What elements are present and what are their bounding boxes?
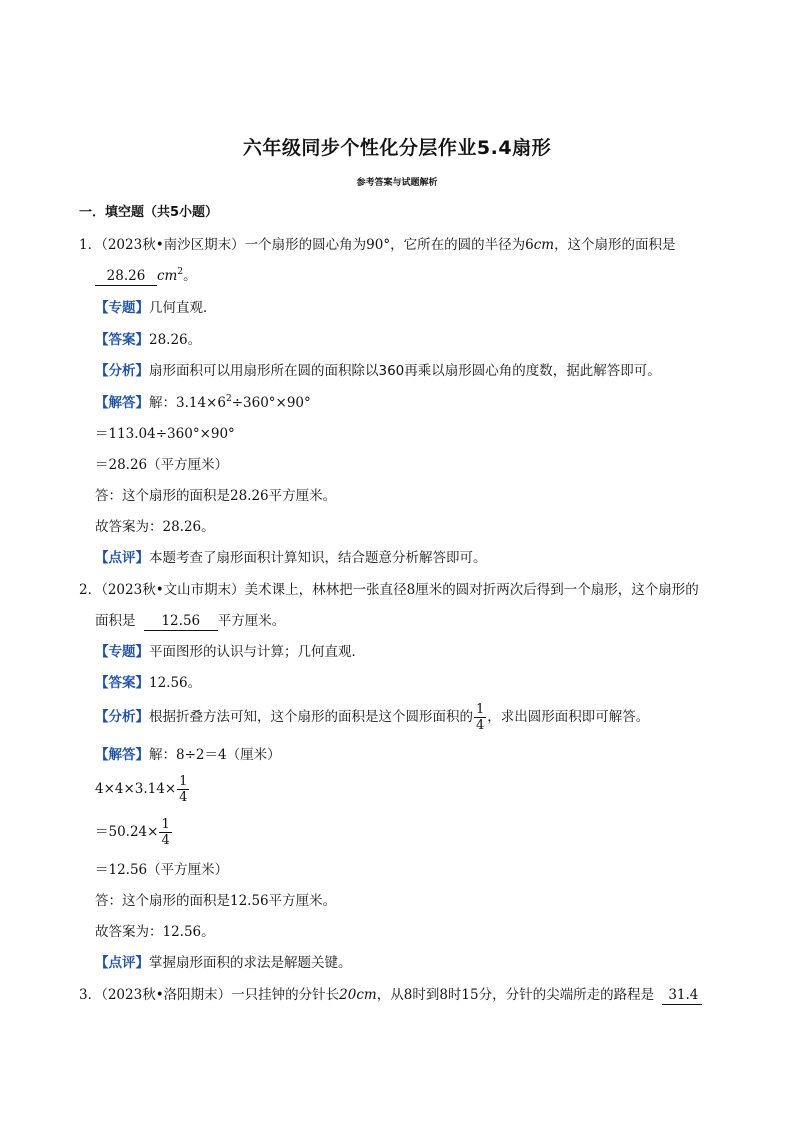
q2-sol1: 解：8÷2＝4（厘米）: [149, 747, 281, 763]
q2-final: 故答案为：12.56。: [95, 924, 215, 940]
q1-radius-unit: cm: [533, 237, 555, 253]
q1-sol1-a: 解：3.14×6: [149, 395, 226, 411]
q2-step2: [95, 772, 190, 806]
q2-reply: 答：这个扇形的面积是12.56平方厘米。: [95, 893, 337, 909]
q1-solution-tag: 【解答】: [95, 395, 149, 411]
q1-answer: [95, 330, 201, 350]
q1-topic-tag: 【专题】: [95, 300, 149, 316]
q1-answer-tag: 【答案】: [95, 332, 149, 348]
q2-step4: ＝12.56（平方厘米）: [95, 862, 229, 878]
q1-unit-end: 。: [183, 268, 197, 284]
q2-comment: [95, 953, 352, 973]
q2-step3-fraction-den: 4: [161, 833, 170, 848]
q2-sol3: ＝50.24×: [95, 824, 159, 840]
q2-answer-tag: 【答案】: [95, 675, 149, 691]
q2-blank-line: [95, 611, 285, 631]
q1-comment-tag: 【点评】: [95, 550, 149, 566]
q2-step2-fraction-num: 1: [179, 774, 188, 789]
q1-analysis-text: 扇形面积可以用扇形所在圆的面积除以360再乘以扇形圆心角的度数，据此解答即可。: [149, 363, 661, 379]
q1-stem-text-a: 1．（2023秋•南沙区期末）一个扇形的圆心角为90°，它所在的圆的半径为: [79, 237, 526, 253]
q2-fraction-den: 4: [476, 718, 485, 733]
q3-length-unit: cm: [356, 987, 377, 1003]
q2-step2-fraction: [177, 774, 189, 805]
q1-unit-sup: 2: [177, 267, 184, 277]
document-title: 六年级同步个性化分层作业5.4扇形: [242, 137, 552, 159]
q2-topic: [95, 642, 365, 662]
q2-analysis-text-b: ，求出圆形面积即可解答。: [487, 709, 650, 725]
q1-topic: [95, 298, 217, 318]
q1-step3: ＝28.26（平方厘米）: [95, 457, 229, 473]
q2-stem-text-c: 平方厘米。: [217, 613, 286, 629]
q2-analysis-tag: 【分析】: [95, 709, 149, 725]
q2-answer: [95, 673, 201, 693]
q2-step3: [95, 815, 173, 849]
q1-analysis-tag: 【分析】: [95, 363, 149, 379]
q1-blank-line: [95, 266, 197, 286]
q2-sol2: 4×4×3.14×: [95, 781, 177, 797]
q2-comment-text: 掌握扇形面积的求法是解题关键。: [149, 955, 352, 971]
q2-topic-tag: 【专题】: [95, 644, 149, 660]
q1-stem: [79, 235, 676, 255]
q3-length: 20: [339, 987, 357, 1003]
q1-analysis: [95, 361, 661, 381]
q1-comment-text: 本题考查了扇形面积计算知识，结合题意分析解答即可。: [149, 550, 487, 566]
q2-stem-text-b: 面积是: [95, 613, 136, 629]
q3-stem: [79, 985, 702, 1005]
q1-step2: ＝113.04÷360°×90°: [95, 426, 235, 442]
q1-final: 故答案为：28.26。: [95, 519, 215, 535]
q1-reply: 答：这个扇形的面积是28.26平方厘米。: [95, 488, 337, 504]
q1-answer-blank: 28.26: [95, 267, 157, 286]
q2-answer-text: 12.56。: [149, 675, 202, 691]
q2-comment-tag: 【点评】: [95, 955, 149, 971]
q1-stem-text-b: ，这个扇形的面积是: [554, 237, 676, 253]
q1-solution: [95, 393, 311, 413]
section-heading: 一．填空题（共5小题）: [79, 205, 219, 220]
q2-fraction-num: 1: [476, 702, 485, 717]
q2-solution-tag: 【解答】: [95, 747, 149, 763]
q2-analysis: [95, 700, 649, 734]
q2-topic-text: 平面图形的认识与计算；几何直观．: [149, 644, 365, 660]
q3-stem-text-a: 3．（2023秋•洛阳期末）一只挂钟的分针长: [79, 987, 340, 1003]
q1-unit: cm: [157, 268, 178, 284]
q1-radius: 6: [525, 237, 534, 253]
q3-stem-text-b: ，从8时到8时15分，分针的尖端所走的路程是: [376, 987, 655, 1003]
q2-fraction: [474, 702, 486, 733]
q2-stem: 2．（2023秋•文山市期末）美术课上，林林把一张直径8厘米的圆对折两次后得到一个扇形，这个扇形的: [79, 582, 699, 598]
q2-step3-fraction-num: 1: [161, 817, 170, 832]
document-subtitle: 参考答案与试题解析: [356, 178, 438, 188]
q2-analysis-text-a: 根据折叠方法可知，这个扇形的面积是这个圆形面积的: [149, 709, 473, 725]
q2-answer-blank: 12.56: [144, 612, 218, 631]
q1-sol1-b: ÷360°×90°: [231, 395, 311, 411]
q1-comment: [95, 548, 487, 568]
q2-step2-fraction-den: 4: [179, 790, 188, 805]
q3-answer-blank: 31.4: [662, 986, 702, 1005]
q1-topic-text: 几何直观．: [149, 300, 217, 316]
q1-answer-text: 28.26。: [149, 332, 202, 348]
q2-step3-fraction: [159, 817, 171, 848]
q1-sol1-sup: 2: [225, 394, 232, 404]
q2-solution: [95, 745, 281, 765]
